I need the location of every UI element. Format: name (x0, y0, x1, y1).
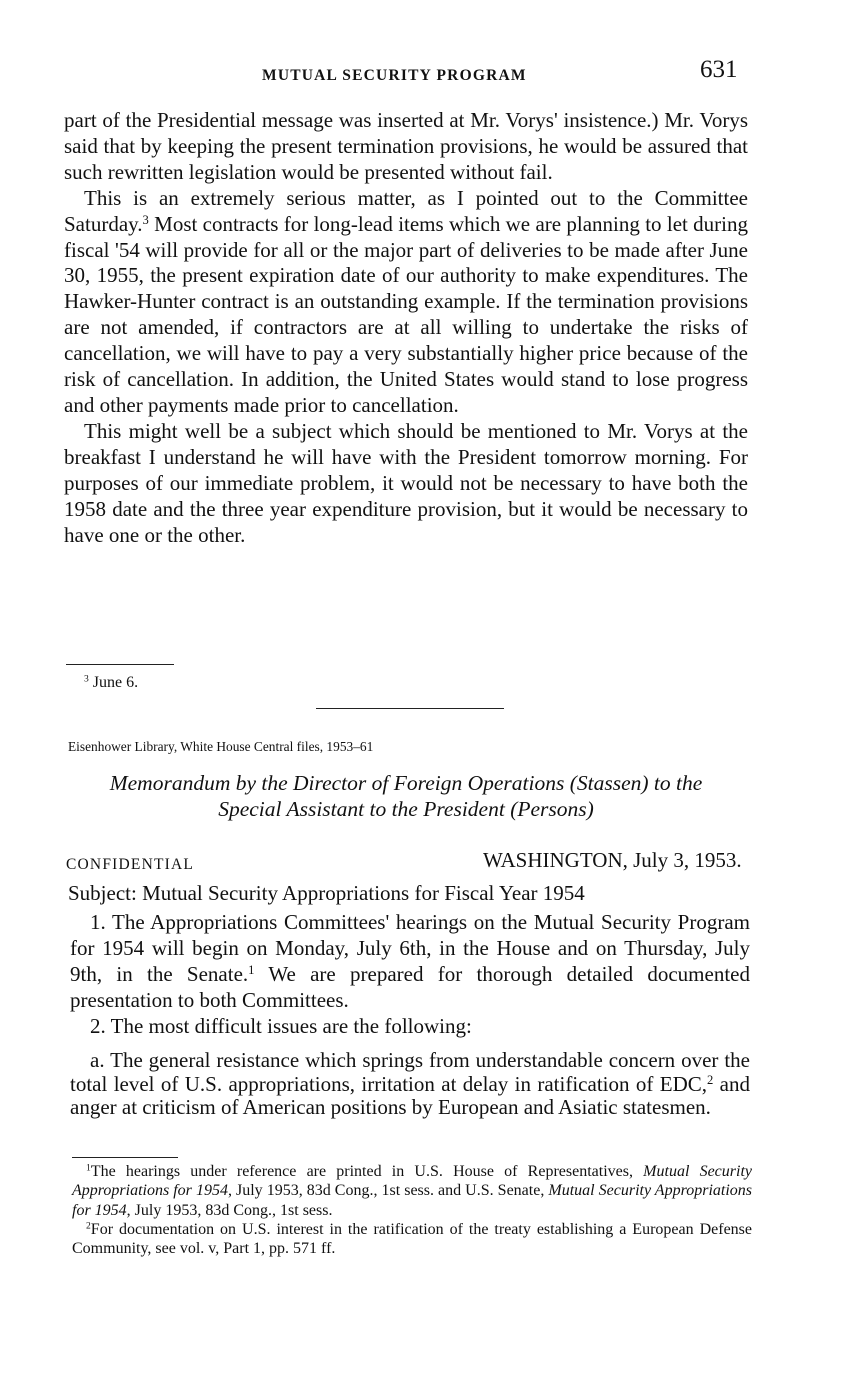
footnote-text: June 6. (88, 674, 139, 691)
memo-item-a (70, 1049, 750, 1120)
footnote-2 (72, 1220, 752, 1259)
footnote-reference-1[interactable]: 1 (248, 962, 255, 977)
document-title (64, 770, 748, 822)
paragraph-breakfast: This might well be a subject which should be mentioned to Mr. Vorys at the breakfast I understand he will have with the President tomorrow morning. For purposes of our immediate problem, it would not be necessary to have both the 1958 date and the three year expenditure provision, but it would be necessary to have one or the other. (64, 418, 748, 547)
paragraph-text: a. The general resistance which springs from understandable concern over the total level of U.S. appropriations, irritation at delay in ratification of EDC, (70, 1048, 750, 1096)
memo-item-2: 2. The most difficult issues are the following: (90, 1013, 472, 1038)
footnote-text: , July 1953, 83d Cong., 1st sess. (126, 1201, 333, 1219)
footnote-rule (72, 1157, 178, 1158)
footnote-rule (66, 664, 174, 665)
footnote-text: The hearings under reference are printed in U.S. House of Representatives, (90, 1163, 644, 1180)
paragraph-text: We are prepared for thorough detailed documented presentation to both Committees. (70, 961, 750, 1012)
memo-item-1 (70, 910, 750, 1014)
footnote-marker: 1 (86, 1162, 91, 1174)
title-line: Special Assistant to the President (Persons) (218, 797, 594, 821)
footnote-marker: 2 (86, 1220, 91, 1232)
footnote-1 (72, 1162, 752, 1220)
classification-label: CONFIDENTIAL (66, 856, 195, 873)
paragraph-text: Most contracts for long-lead items which we are planning to let during fiscal '54 will provide for all or the major part of deliveries to be made after June 30, 1955, the present expiration date of our authority to make expenditures. The Hawker-Hunter contract is an outstanding example. If the termination provisions are not amended, if contractors are at all willing to undertake the risks of cancellation, we will have to pay a very substantially higher price because of the risk of cancellation. In addition, the United States would stand to lose progress and other payments made prior to cancellation. (64, 211, 748, 417)
footnote-reference-3[interactable]: 3 (142, 212, 149, 227)
section-divider (316, 708, 504, 709)
paragraph-text: 1. The Appropriations Committees' hearings on the Mutual Security Program for 1954 will begin on Monday, July 6th, in the House and on Thursday, July 9th, in the Senate. (70, 910, 750, 986)
page-number: 631 (700, 56, 738, 83)
footnote-marker: 3 (84, 673, 89, 685)
paragraph-text: and anger at criticism of American positions by European and Asiatic statesmen. (70, 1071, 750, 1119)
footnotes (72, 1162, 752, 1258)
footnote-text: For documentation on U.S. interest in the ratification of the treaty establishing a European Defense Community, see vol. v, Part 1, pp. 571 ff. (72, 1220, 752, 1258)
footnote-3 (84, 674, 138, 692)
continued-text (64, 108, 748, 548)
running-title: MUTUAL SECURITY PROGRAM (262, 67, 527, 84)
subject-line: Subject: Mutual Security Appropriations for Fiscal Year 1954 (68, 881, 585, 905)
dateline-date: , July 3, 1953. (622, 848, 742, 872)
paragraph-serious-matter (64, 186, 748, 419)
footnote-reference-2[interactable]: 2 (707, 1072, 714, 1087)
footnote-text: , July 1953, 83d Cong., 1st sess. and U.S. Senate, (227, 1182, 549, 1200)
paragraph-text: This is an extremely serious matter, as I pointed out to the Committee Saturday. (64, 185, 748, 236)
publication-title: Mutual Security Appropriations for 1954 (72, 1163, 753, 1200)
paragraph-continued: part of the Presidential message was inserted at Mr. Vorys' insistence.) Mr. Vorys said that by keeping the present termination provisions, he would be assured that such rewritten legislation would be presented without fail. (64, 108, 748, 184)
dateline-place: WASHINGTON (483, 848, 623, 872)
dateline (483, 848, 742, 873)
source-citation: Eisenhower Library, White House Central files, 1953–61 (68, 739, 374, 754)
publication-title: Mutual Security Appropriations for 1954 (72, 1182, 753, 1219)
memo-body (70, 910, 750, 1040)
title-line: Memorandum by the Director of Foreign Operations (Stassen) to the (109, 771, 703, 795)
